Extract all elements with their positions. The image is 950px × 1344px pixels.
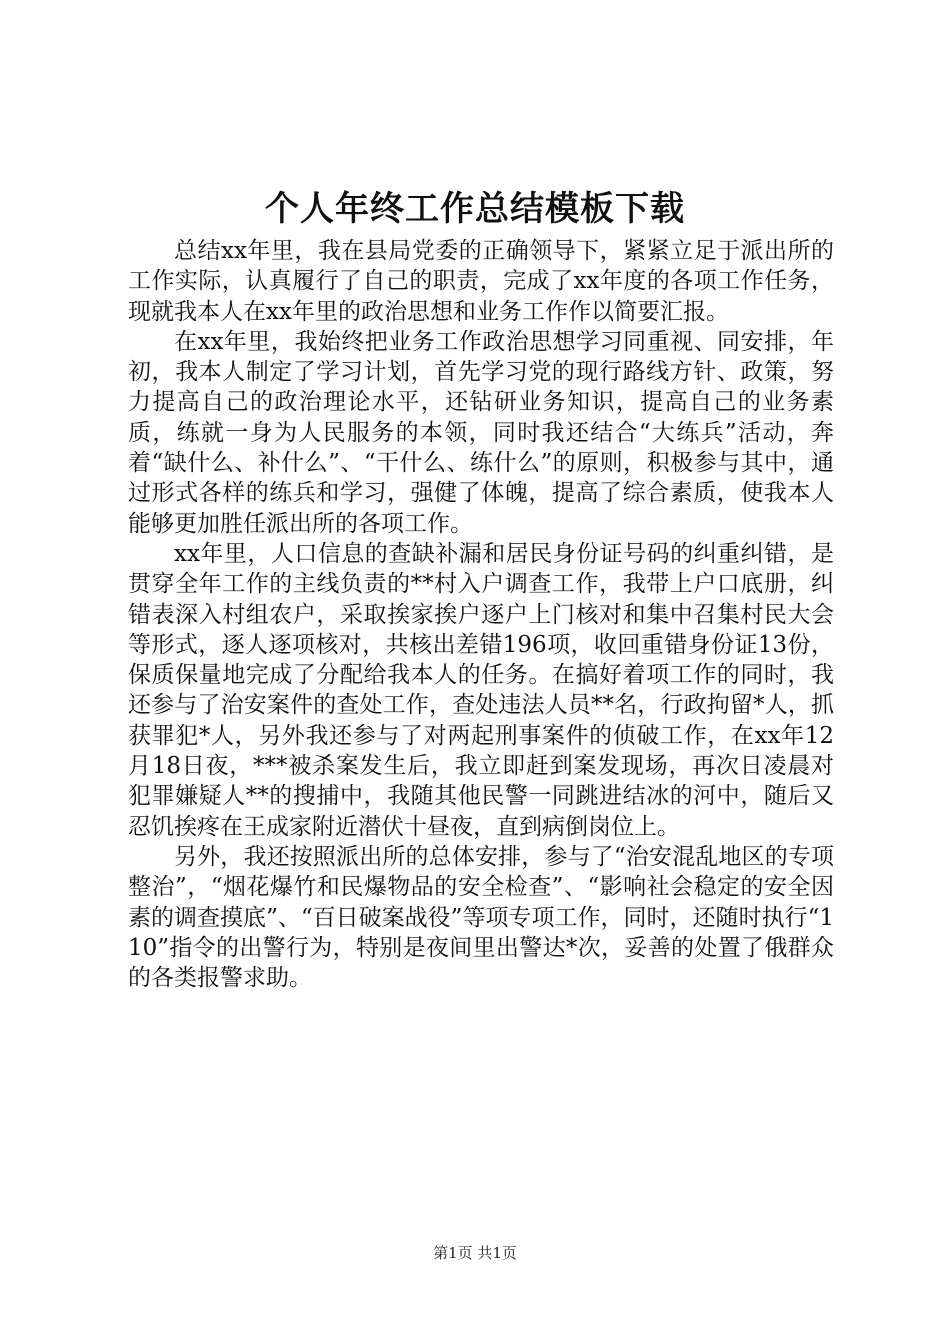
paragraph-2: 在xx年里，我始终把业务工作政治思想学习同重视、同安排，年初，我本人制定了学习计划，首先学习党的现行路线方针、政策，努力提高自己的政治理论水平，还钻研业务知识，提高自己的业务素质，练就一身为人民服务的本领，同时我还结合“大练兵”活动，奔着“缺什么、补什么”、“干什么、练什么”的原则，积极参与其中，通过形式各样的练兵和学习，强健了体魄，提高了综合素质，使我本人能够更加胜任派出所的各项工作。 [128, 328, 834, 537]
page-footer: 第1页 共1页 [433, 1244, 517, 1262]
paragraph-1: 总结xx年里，我在县局党委的正确领导下，紧紧立足于派出所的工作实际，认真履行了自己的职责，完成了xx年度的各项工作任务，现就我本人在xx年里的政治思想和业务工作作以简要汇报。 [128, 238, 834, 325]
paragraph-3: xx年里，人口信息的查缺补漏和居民身份证号码的纠重纠错，是贯穿全年工作的主线负责的**村入户调查工作，我带上户口底册，纠错表深入村组农户，采取挨家挨户逐户上门核对和集中召集村民大会等形式，逐人逐项核对，共核出差错196项，收回重错身份证13份，保质保量地完成了分配给我本人的任务。在搞好着项工作的同时，我还参与了治安案件的查处工作，查处违法人员**名，行政拘留*人，抓获罪犯*人，另外我还参与了对两起刑事案件的侦破工作，在xx年12月18日夜，***被杀案发生后，我立即赶到案发现场，再次日凌晨对犯罪嫌疑人**的搜捕中，我随其他民警一同跳进结冰的河中，随后又忍饥挨疼在王成家附近潜伏十昼夜，直到病倒岗位上。 [128, 540, 834, 840]
paragraph-4: 另外，我还按照派出所的总体安排，参与了“治安混乱地区的专项整治”，“烟花爆竹和民爆物品的安全检查”、“影响社会稳定的安全因素的调查摸底”、“百日破案战役”等项专项工作，同时，还随时执行“110”指令的出警行为，特别是夜间里出警达*次，妥善的处置了俄群众的各类报警求助。 [128, 843, 834, 992]
document-title: 个人年终工作总结模板下载 [265, 189, 685, 229]
document-body [128, 236, 834, 993]
